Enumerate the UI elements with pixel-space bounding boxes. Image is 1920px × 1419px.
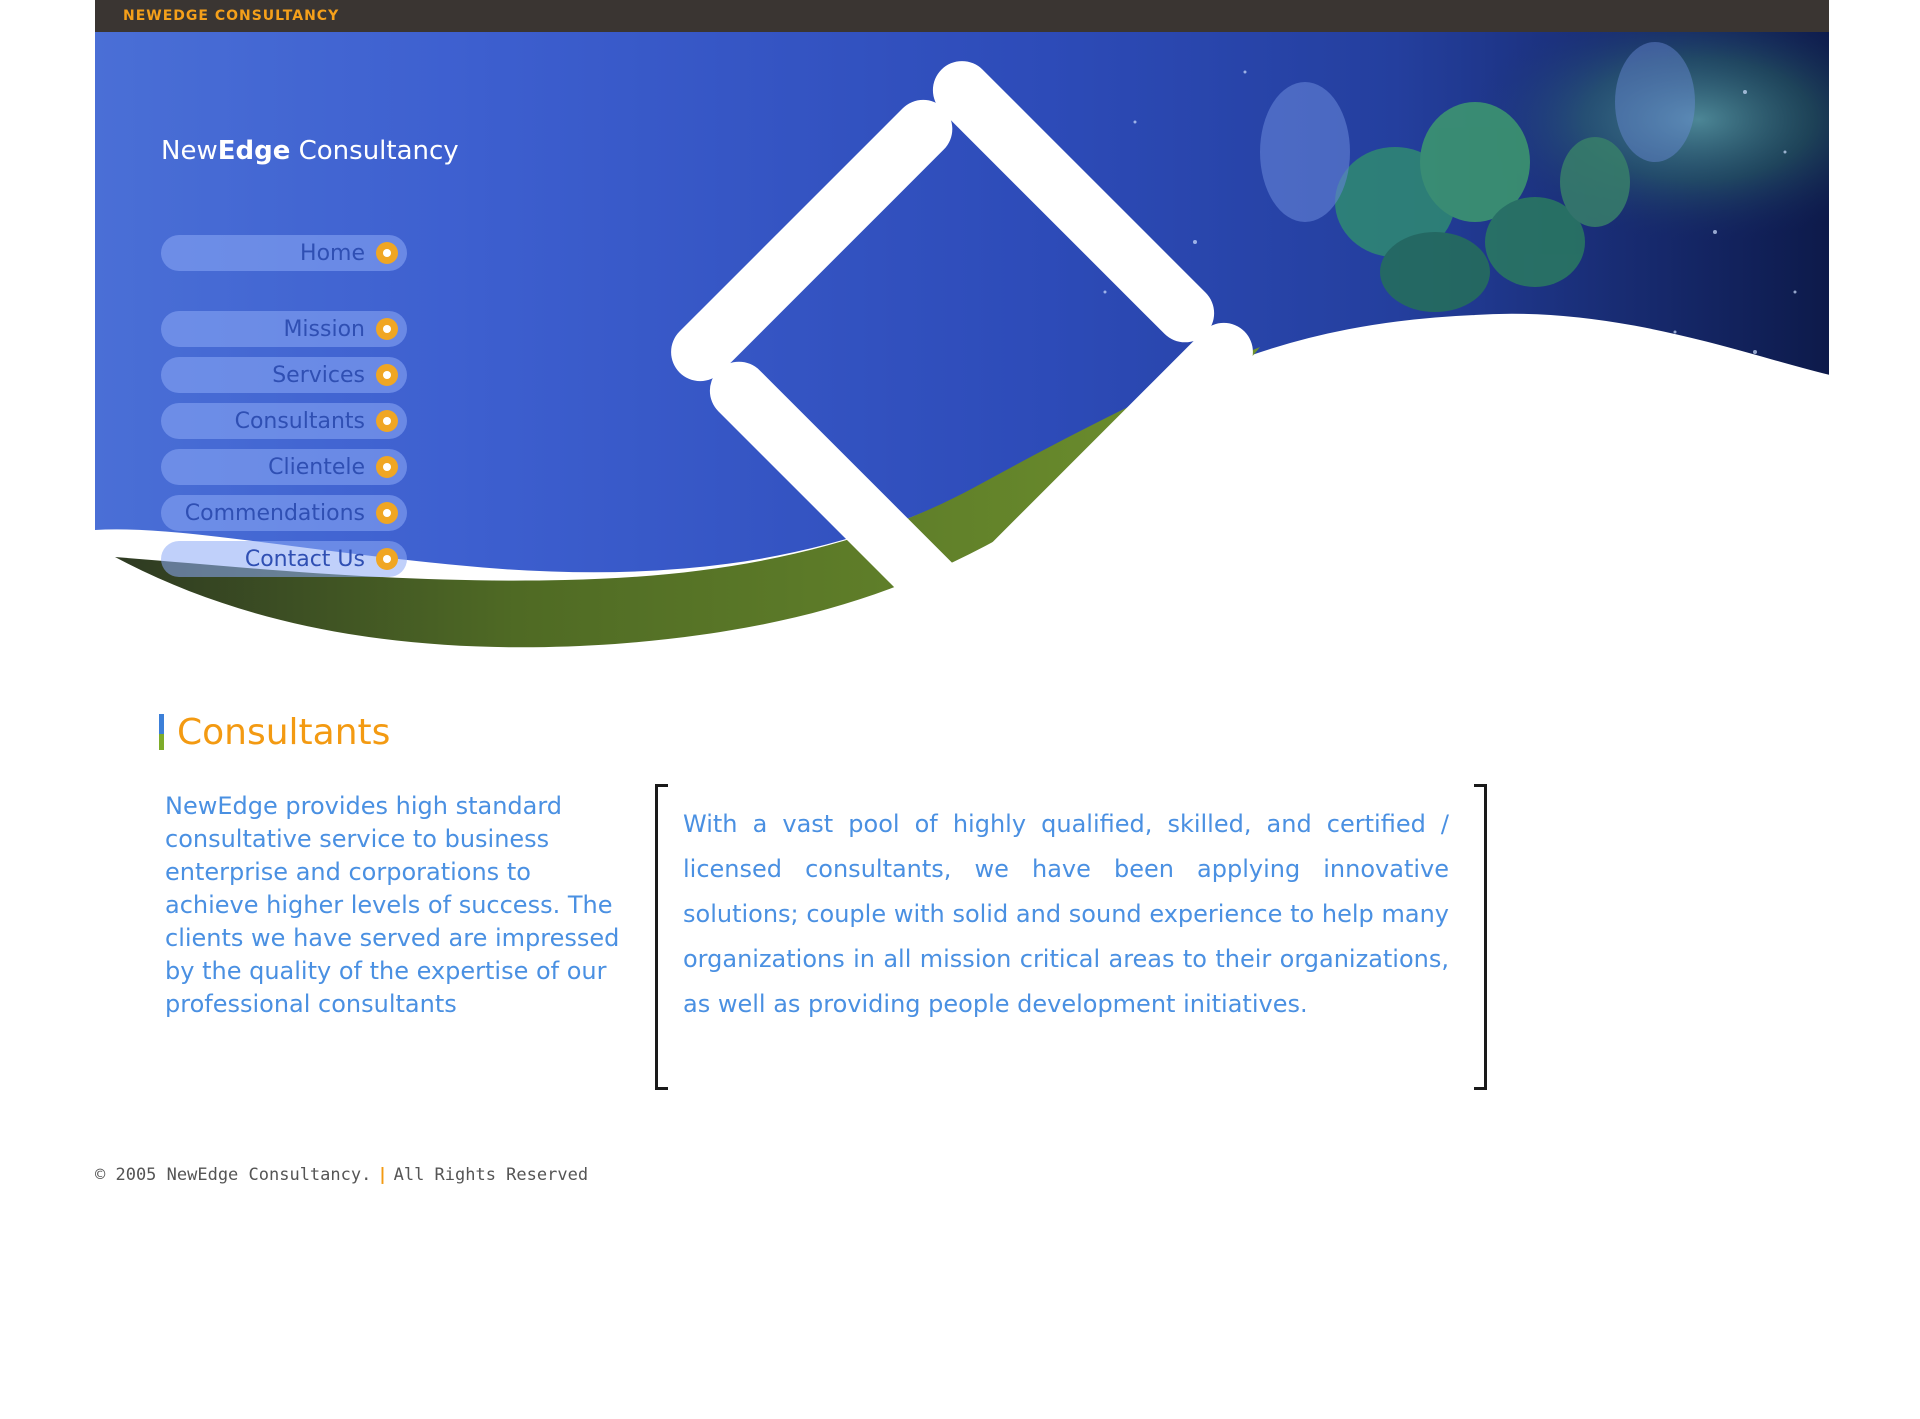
orange-circle-bullet-icon	[376, 410, 398, 432]
nav-item-clientele[interactable]	[161, 449, 407, 485]
orange-circle-bullet-icon	[376, 242, 398, 264]
nav-item-services[interactable]	[161, 357, 407, 393]
orange-circle-bullet-icon	[376, 318, 398, 340]
page	[95, 0, 1829, 1419]
nav-item-commendations[interactable]	[161, 495, 407, 531]
orange-circle-bullet-icon	[376, 456, 398, 478]
quote-paragraph: With a vast pool of highly qualified, skilled, and certified / licensed consultants, we have been applying innovative solutions; couple with solid and sound experience to help many organizations in all mission critical areas to their organizations, as well as providing people development initiatives.	[683, 810, 1449, 1018]
top-bar-brand: NEWEDGE CONSULTANCY	[123, 8, 340, 24]
orange-circle-bullet-icon	[376, 548, 398, 570]
orange-circle-bullet-icon	[376, 364, 398, 386]
nav-item-contact-us[interactable]	[161, 541, 407, 577]
nav-item-label: Services	[272, 363, 365, 388]
footer-separator: |	[377, 1165, 388, 1185]
title-accent-bar	[159, 714, 164, 750]
orange-circle-bullet-icon	[376, 502, 398, 524]
nav-item-consultants[interactable]	[161, 403, 407, 439]
footer-copyright: © 2005 NewEdge Consultancy.	[95, 1165, 372, 1185]
nav-item-label: Clientele	[268, 455, 365, 480]
nav-item-label: Consultants	[234, 409, 365, 434]
intro-paragraph: NewEdge provides high standard consultative service to business enterprise and corporations to achieve higher levels of success. The clients we have served are impressed by the quality of the expertise of our professional consultants	[165, 792, 620, 1018]
nav-item-home[interactable]	[161, 235, 407, 271]
nav-item-label: Commendations	[184, 501, 365, 526]
nav-item-label: Mission	[283, 317, 365, 342]
logo-text-new: New	[161, 136, 218, 166]
right-bracket	[1474, 784, 1487, 1090]
nav-item-label: Contact Us	[244, 547, 365, 572]
hero-banner	[95, 32, 1829, 672]
logo-text-edge: Edge	[217, 136, 291, 166]
page-title: Consultants	[177, 712, 391, 753]
footer	[95, 1165, 588, 1185]
logo-text-consultancy: Consultancy	[290, 136, 459, 166]
top-bar	[95, 0, 1829, 32]
quote-box	[655, 784, 1487, 1086]
nav-item-label: Home	[300, 241, 365, 266]
logo-wordmark[interactable]	[161, 136, 459, 166]
footer-rights: All Rights Reserved	[393, 1165, 589, 1185]
left-bracket	[655, 784, 668, 1090]
nav-item-mission[interactable]	[161, 311, 407, 347]
